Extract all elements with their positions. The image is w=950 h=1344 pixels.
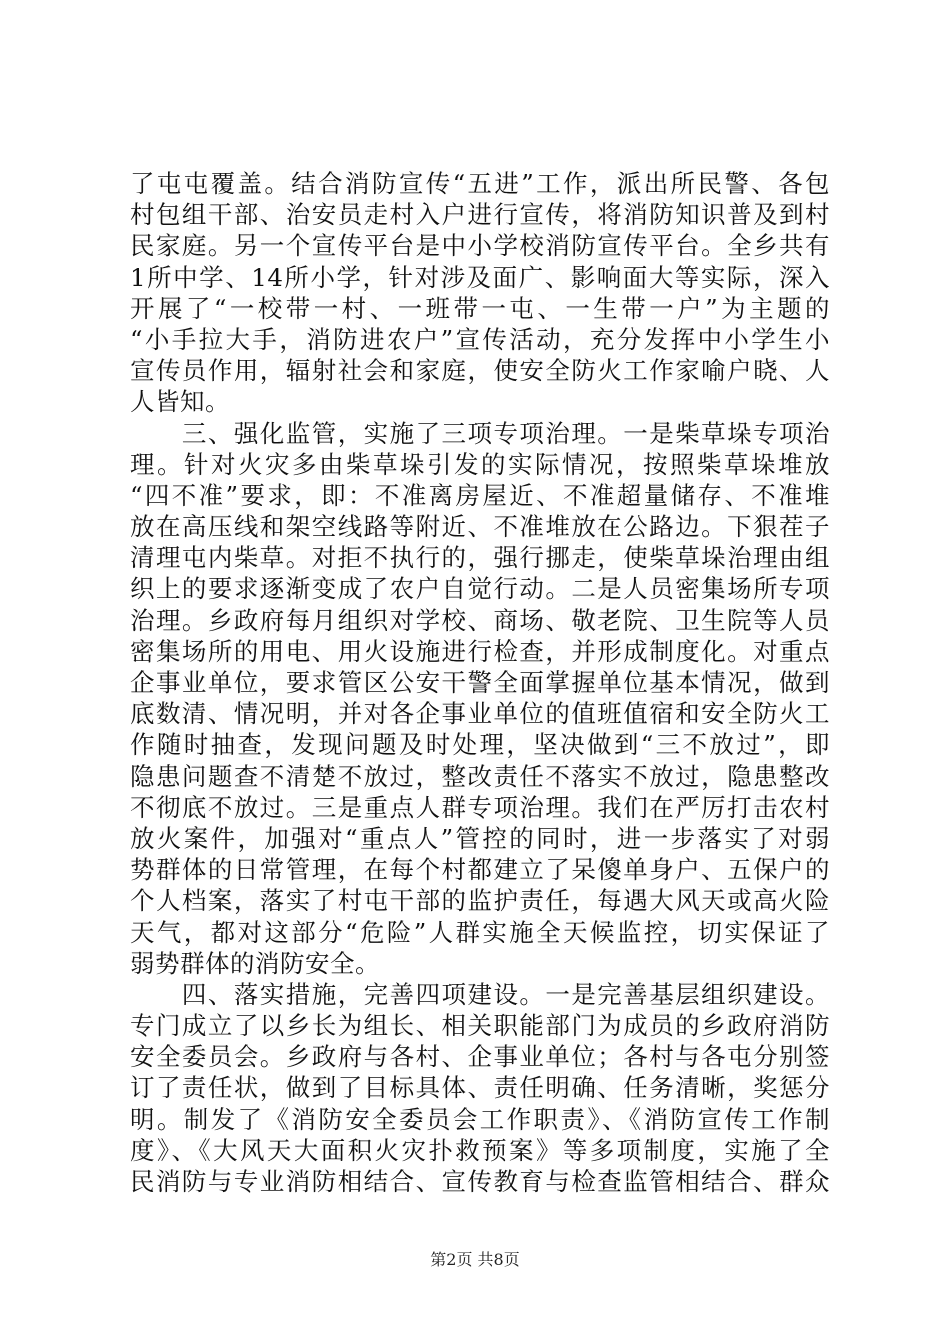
text-line: 放火案件，加强对“重点人”管控的同时，进一步落实了对弱 [130, 823, 830, 853]
text-line: 企事业单位，要求管区公安干警全面掌握单位基本情况，做到 [130, 668, 830, 697]
document-body [130, 168, 830, 1197]
text-line: 隐患问题查不清楚不放过，整改责任不落实不放过，隐患整改 [130, 761, 830, 791]
text-line: 织上的要求逐渐变成了农户自觉行动。二是人员密集场所专项 [130, 574, 830, 604]
text-line: 不彻底不放过。三是重点人群专项治理。我们在严厉打击农村 [130, 792, 830, 822]
text-line: 开展了“一校带一村、一班带一屯、一生带一户”为主题的 [130, 293, 830, 323]
text-line: 弱势群体的消防安全。 [130, 948, 380, 978]
text-line: 村包组干部、治安员走村入户进行宣传，将消防知识普及到村 [130, 200, 830, 230]
text-line: 天气，都对这部分“危险”人群实施全天候监控，切实保证了 [130, 917, 830, 947]
text-line: 民家庭。另一个宣传平台是中小学校消防宣传平台。全乡共有 [130, 231, 830, 261]
text-line: 1所中学、14所小学，针对涉及面广、影响面大等实际，深入 [130, 262, 830, 292]
text-line: 宣传员作用，辐射社会和家庭，使安全防火工作家喻户晓、人 [130, 356, 830, 386]
text-line: 理。针对火灾多由柴草垛引发的实际情况，按照柴草垛堆放 [130, 449, 830, 479]
text-line: 明。制发了《消防安全委员会工作职责》、《消防宣传工作制 [130, 1104, 830, 1134]
text-line: 治理。乡政府每月组织对学校、商场、敬老院、卫生院等人员 [130, 605, 830, 635]
text-line: 底数清、情况明，并对各企事业单位的值班值宿和安全防火工 [130, 699, 830, 729]
text-line: 个人档案，落实了村屯干部的监护责任，每遇大风天或高火险 [130, 886, 830, 916]
text-line: 专门成立了以乡长为组长、相关职能部门为成员的乡政府消防 [130, 1011, 830, 1041]
text-line: 民消防与专业消防相结合、宣传教育与检查监管相结合、群众 [130, 1167, 830, 1196]
text-line: 度》、《大风天大面积火灾扑救预案》等多项制度，实施了全 [130, 1135, 830, 1165]
text-line: 订了责任状，做到了目标具体、责任明确、任务清晰，奖惩分 [130, 1073, 830, 1103]
text-line: “小手拉大手，消防进农户”宣传活动，充分发挥中小学生小 [130, 324, 830, 354]
text-line: “四不准”要求，即：不准离房屋近、不准超量储存、不准堆 [130, 480, 830, 510]
text-line: 安全委员会。乡政府与各村、企事业单位；各村与各屯分别签 [130, 1042, 830, 1072]
text-line: 放在高压线和架空线路等附近、不准堆放在公路边。下狠茬子 [130, 512, 830, 542]
section-heading-line: 四、落实措施，完善四项建设。一是完善基层组织建设。 [130, 979, 830, 1009]
text-line: 势群体的日常管理，在每个村都建立了呆傻单身户、五保户的 [130, 855, 830, 885]
page-number-footer: 第2页 共8页 [430, 1250, 520, 1269]
section-heading-line: 三、强化监管，实施了三项专项治理。一是柴草垛专项治 [130, 418, 830, 448]
text-line: 作随时抽查，发现问题及时处理，坚决做到“三不放过”，即 [130, 730, 830, 760]
text-line: 密集场所的用电、用火设施进行检查，并形成制度化。对重点 [130, 636, 830, 666]
text-line: 人皆知。 [130, 387, 230, 417]
text-line: 了屯屯覆盖。结合消防宣传“五进”工作，派出所民警、各包 [130, 169, 830, 198]
text-line: 清理屯内柴草。对拒不执行的，强行挪走，使柴草垛治理由组 [130, 543, 830, 573]
